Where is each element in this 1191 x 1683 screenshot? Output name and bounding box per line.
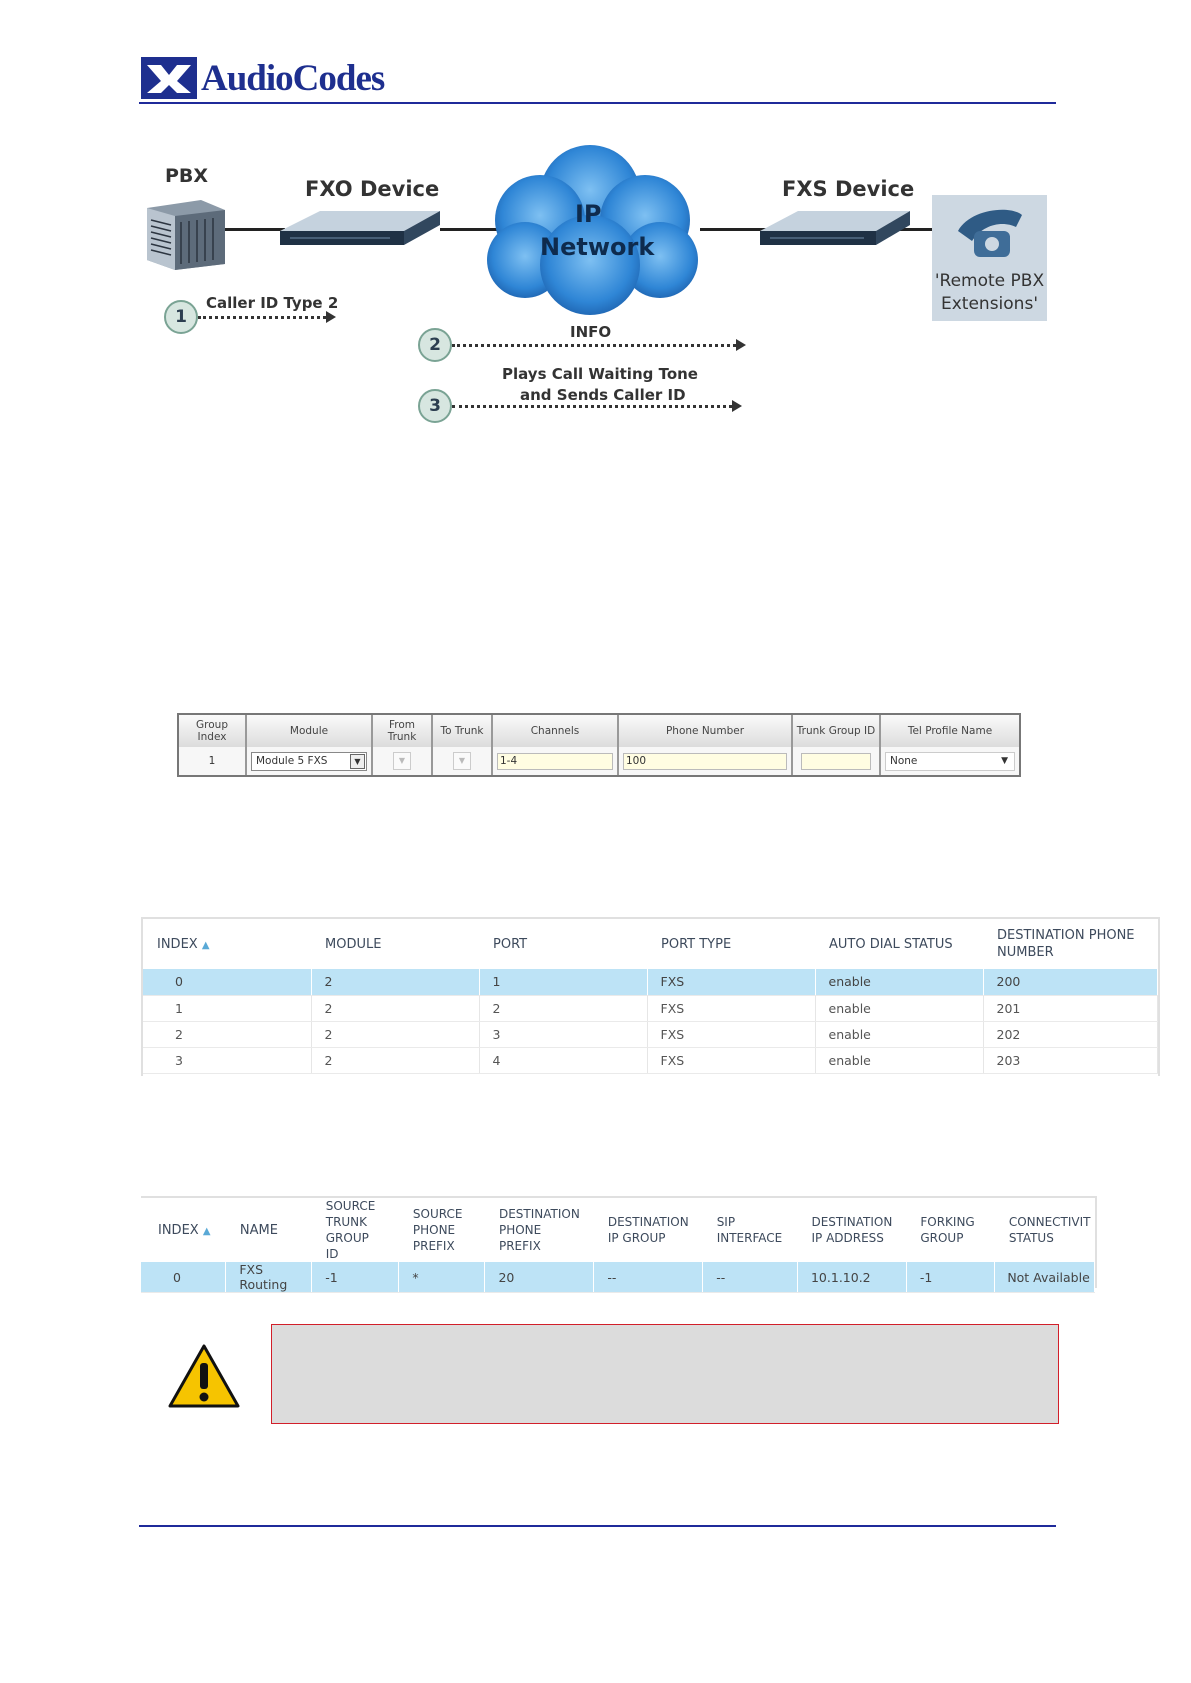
dropdown-arrow-icon[interactable]: ▼ (1001, 755, 1008, 766)
fxs-device-label: FXS Device (782, 177, 915, 201)
auto-dial-table (141, 917, 1160, 1076)
remote-pbx-label-line1: 'Remote PBX (934, 271, 1045, 291)
brand-name: AudioCodes (201, 58, 385, 99)
step-1-text: Caller ID Type 2 (206, 294, 339, 312)
col-module: Module (246, 715, 372, 747)
sort-ascending-icon[interactable]: ▲ (201, 939, 210, 951)
sort-ascending-icon[interactable]: ▲ (202, 1225, 211, 1237)
col-destination-ip-group[interactable]: DESTINATION IP GROUP (607, 1215, 689, 1245)
step-2-circle: 2 (418, 328, 452, 362)
col-name[interactable]: NAME (239, 1222, 278, 1238)
pbx-icon (145, 198, 229, 270)
col-module[interactable]: MODULE (325, 936, 382, 952)
col-port[interactable]: PORT (493, 936, 528, 952)
col-source-phone-prefix[interactable]: SOURCE PHONE PREFIX (412, 1207, 463, 1253)
footer-rule (139, 1525, 1056, 1527)
col-channels: Channels (492, 715, 618, 747)
step-2-arrow-line (452, 344, 736, 347)
col-destination-phone-prefix[interactable]: DESTINATION PHONE PREFIX (498, 1207, 580, 1253)
module-select[interactable] (251, 752, 367, 771)
trunk-group-row (179, 747, 1019, 775)
col-forking-group[interactable]: FORKING GROUP (920, 1215, 975, 1245)
routing-header-row (141, 1198, 1095, 1262)
col-port-type[interactable]: PORT TYPE (661, 936, 732, 952)
step-1-arrow-line (198, 316, 326, 319)
col-trunk-group-id: Trunk Group ID (792, 715, 880, 747)
ip-network-label-line1: IP (575, 200, 602, 228)
step-2-text: INFO (570, 323, 612, 341)
ip-network-cloud-icon (465, 140, 715, 320)
step-3-arrowhead (732, 400, 742, 412)
table-row[interactable]: 1 2 2 FXS enable 201 (143, 995, 1158, 1021)
col-destination-ip-address[interactable]: DESTINATION IP ADDRESS (811, 1215, 893, 1245)
col-connectivity-status[interactable]: CONNECTIVIT STATUS (1008, 1215, 1091, 1245)
logo (141, 55, 401, 101)
remote-pbx-extensions-box (932, 195, 1047, 321)
step-3-text-line2: and Sends Caller ID (520, 386, 686, 404)
phone-icon (950, 201, 1030, 263)
col-phone-number: Phone Number (618, 715, 792, 747)
col-index[interactable]: INDEX ▲ (157, 936, 210, 952)
tel-profile-select-value: None (890, 754, 918, 767)
note-box (271, 1324, 1059, 1424)
step-2-arrowhead (736, 339, 746, 351)
fxs-device-icon (760, 205, 910, 249)
phone-number-input[interactable]: 100 (623, 753, 787, 770)
table-row[interactable]: 0 FXS Routing -1 * 20 -- -- 10.1.10.2 -1 Not Available (141, 1262, 1095, 1293)
col-destination-phone-number[interactable]: DESTINATION PHONE NUMBER (997, 928, 1135, 960)
table-row[interactable]: 3 2 4 FXS enable 203 (143, 1047, 1158, 1073)
channels-input[interactable]: 1-4 (497, 753, 613, 770)
from-trunk-select[interactable]: ▼ (393, 752, 411, 770)
call-flow-diagram (140, 140, 1060, 440)
remote-pbx-label-line2: Extensions' (941, 294, 1038, 314)
link-pbx-fxo (225, 228, 285, 231)
col-index[interactable]: INDEX ▲ (158, 1222, 211, 1238)
warning-icon (168, 1343, 240, 1409)
step-3-circle: 3 (418, 389, 452, 423)
col-sip-interface[interactable]: SIP INTERFACE (716, 1215, 783, 1245)
header-rule (139, 102, 1056, 104)
fxo-device-label: FXO Device (305, 177, 440, 201)
group-index-value: 1 (179, 747, 246, 775)
col-to-trunk: To Trunk (432, 715, 492, 747)
routing-table (141, 1196, 1097, 1292)
trunk-group-header-row (179, 715, 1019, 747)
tel-profile-select[interactable] (885, 752, 1015, 771)
step-3-arrow-line (452, 405, 732, 408)
step-3-text-line1: Plays Call Waiting Tone (502, 365, 698, 383)
trunk-group-table (177, 713, 1021, 777)
col-source-trunk-group-id[interactable]: SOURCE TRUNK GROUP ID (325, 1199, 376, 1261)
ip-network-label-line2: Network (540, 233, 655, 261)
trunk-group-id-input[interactable] (801, 753, 871, 770)
audiocodes-logo-icon (141, 57, 197, 99)
module-select-value: Module 5 FXS (256, 754, 328, 767)
col-group-index: Group Index (179, 715, 246, 747)
col-from-trunk: From Trunk (372, 715, 432, 747)
col-auto-dial-status[interactable]: AUTO DIAL STATUS (829, 936, 953, 952)
col-tel-profile-name: Tel Profile Name (880, 715, 1019, 747)
step-1-arrowhead (326, 311, 336, 323)
dropdown-arrow-icon[interactable]: ▼ (350, 754, 365, 769)
step-1-circle: 1 (164, 300, 198, 334)
to-trunk-select[interactable]: ▼ (453, 752, 471, 770)
pbx-label: PBX (165, 165, 209, 187)
table-row[interactable]: 2 2 3 FXS enable 202 (143, 1021, 1158, 1047)
table-row[interactable]: 0 2 1 FXS enable 200 (143, 969, 1158, 995)
fxo-device-icon (280, 205, 440, 249)
auto-dial-header-row (143, 919, 1158, 969)
